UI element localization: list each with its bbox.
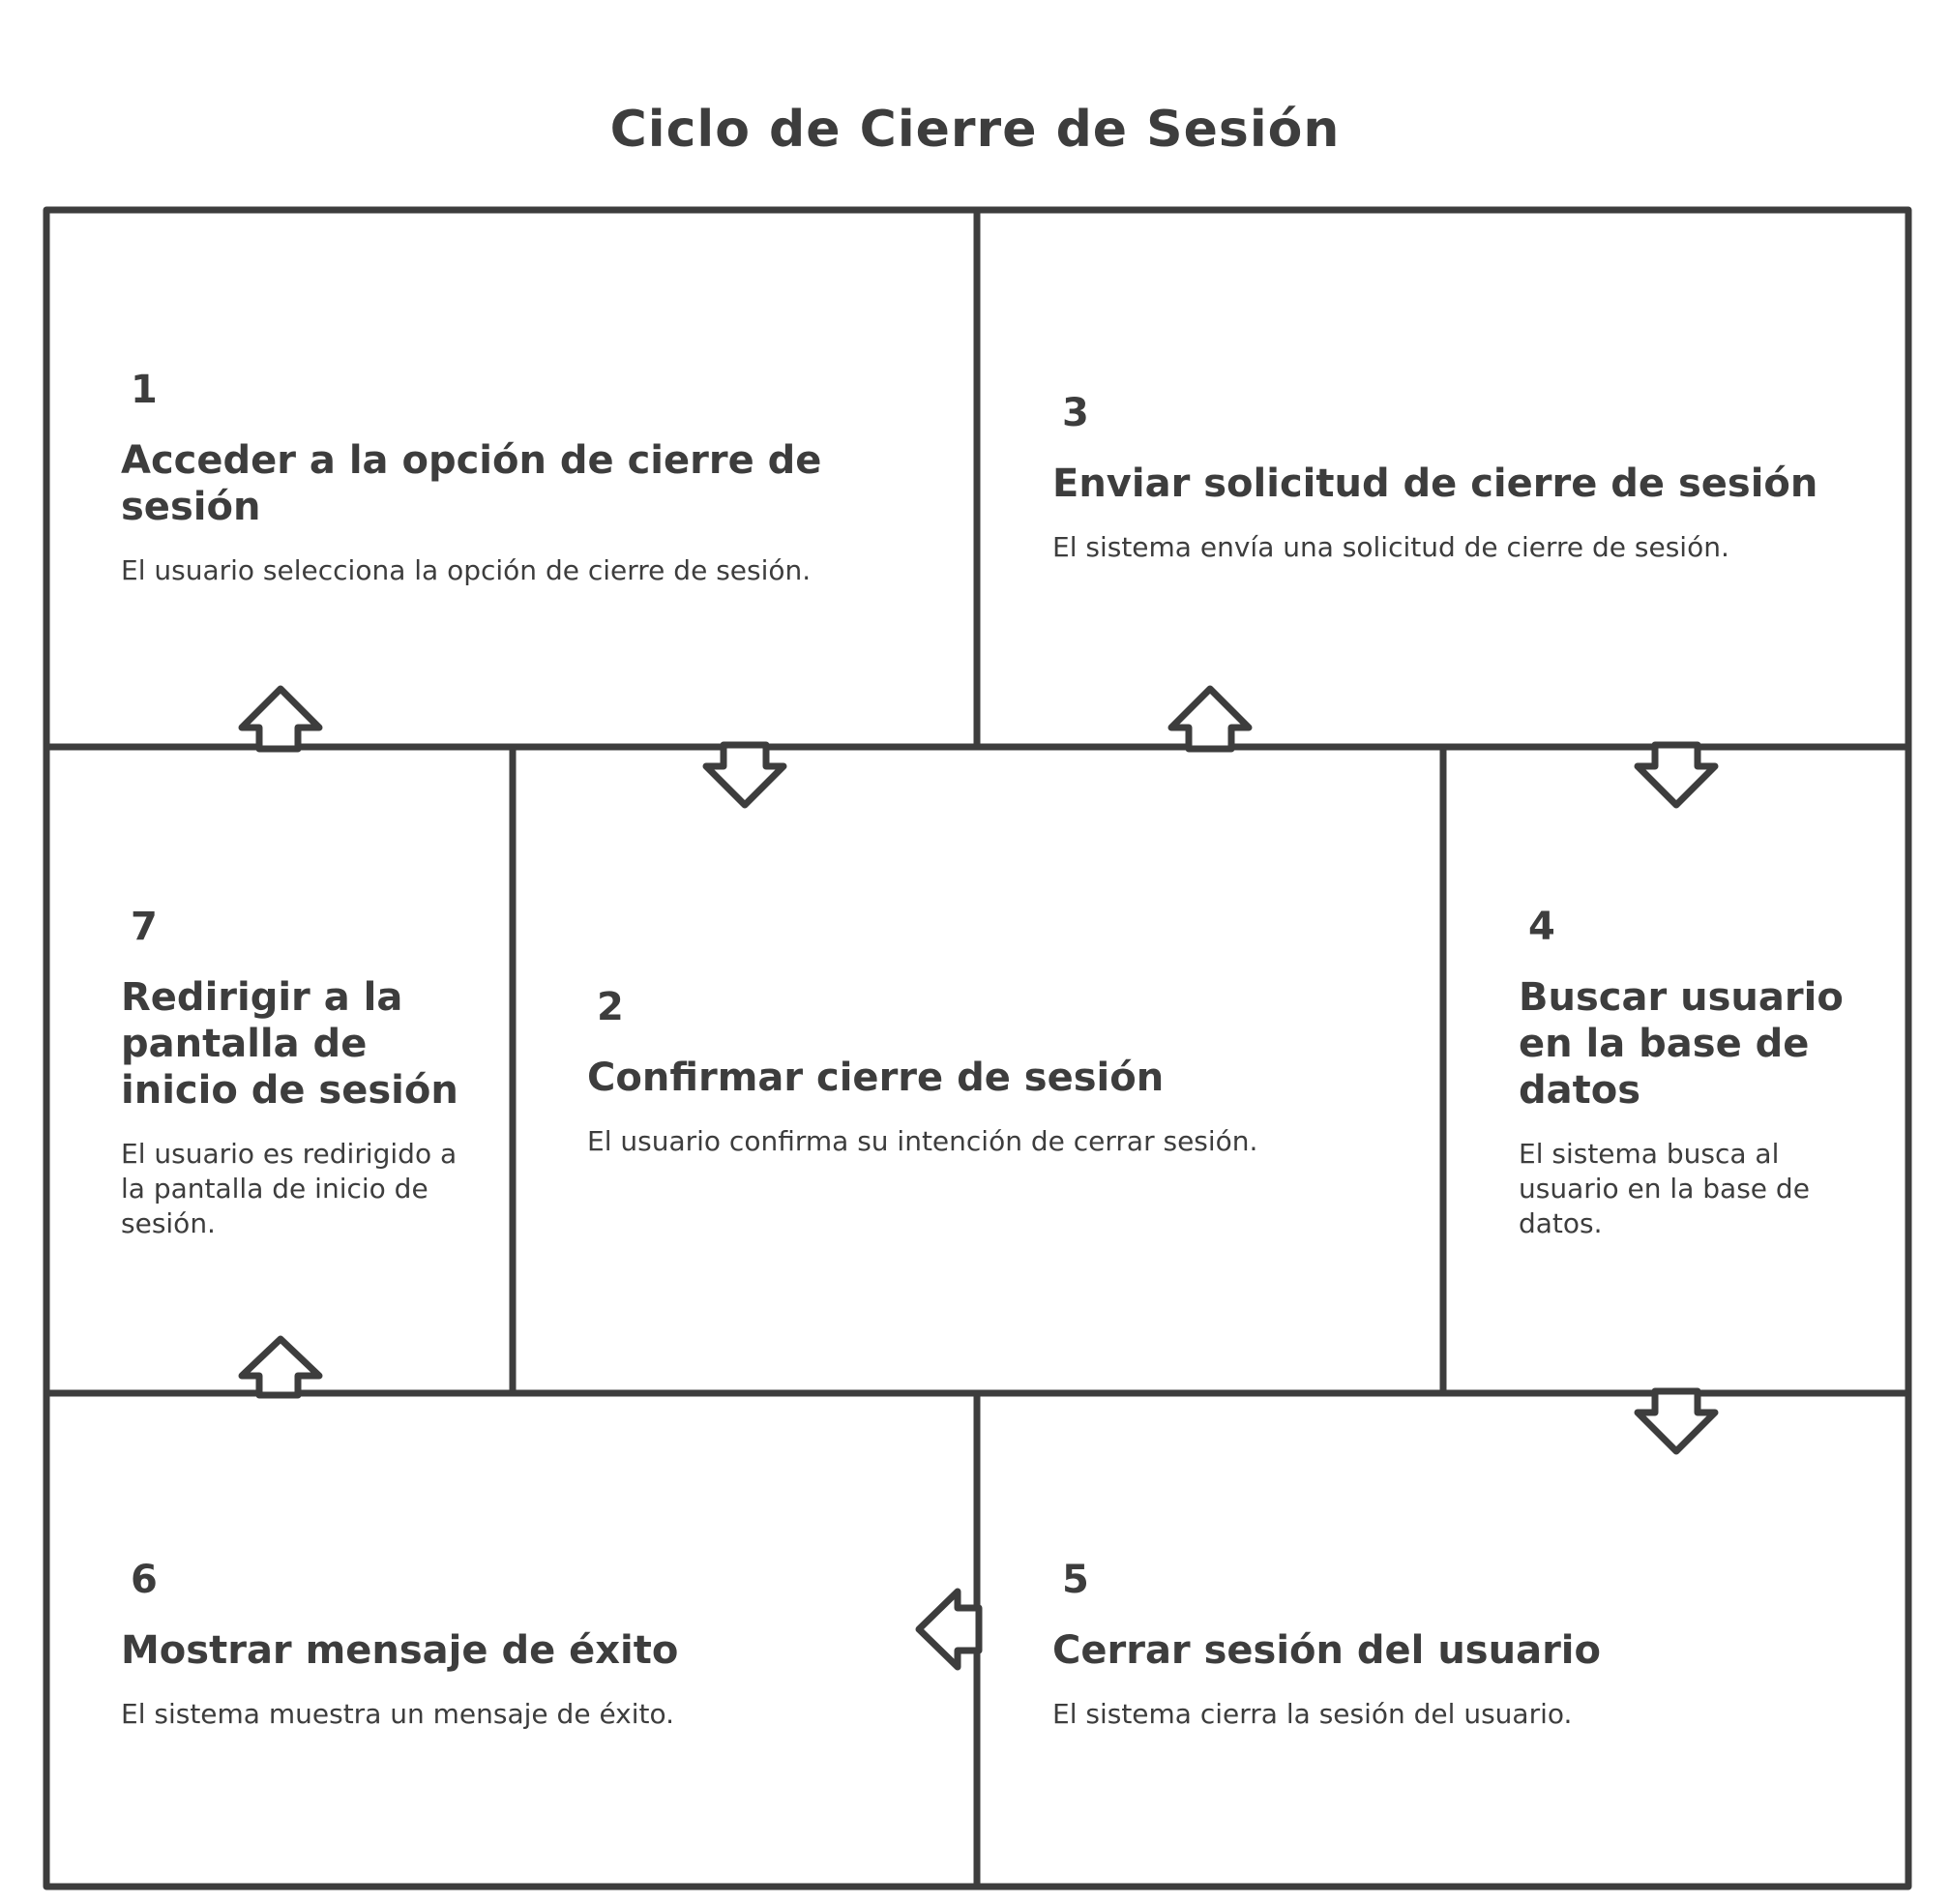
step-card-3 [1052,391,1865,565]
step-description: El sistema envía una solicitud de cierre de sesión. [1052,531,1729,563]
step-description: El usuario es redirigido a la pantalla de inicio de sesión. [121,1138,458,1239]
step-description: El usuario confirma su intención de cerrar sesión. [587,1125,1258,1157]
arrow-up-7-to-1 [242,689,319,749]
step-card-4 [1519,905,1867,1241]
step-description: El sistema busca al usuario en la base de datos. [1519,1138,1810,1239]
step-card-7 [121,905,469,1241]
step-number: 6 [131,1558,158,1602]
step-number: 2 [597,985,624,1029]
step-title: Acceder a la opción de cierre de sesión [121,438,822,529]
arrow-up-6-to-7 [242,1339,319,1395]
step-description: El sistema muestra un mensaje de éxito. [121,1698,675,1730]
step-title: Confirmar cierre de sesión [587,1056,1165,1100]
arrow-left-5-to-6 [919,1592,979,1667]
step-card-6 [121,1558,895,1732]
step-card-5 [1052,1558,1865,1732]
step-number: 1 [131,368,158,412]
arrow-up-2-to-3 [1171,689,1249,749]
step-title: Enviar solicitud de cierre de sesión [1052,461,1818,506]
step-card-1 [121,368,827,588]
step-number: 3 [1062,391,1089,435]
step-title: Redirigir a la pantalla de inicio de sesión [121,975,458,1113]
arrow-down-3-to-4 [1638,745,1715,805]
step-number: 7 [131,905,158,949]
step-number: 4 [1528,905,1555,949]
step-description: El usuario selecciona la opción de cierre de sesión. [121,554,812,586]
step-title: Cerrar sesión del usuario [1052,1628,1601,1673]
step-description: El sistema cierra la sesión del usuario. [1052,1698,1573,1730]
arrow-down-4-to-5 [1638,1391,1715,1451]
step-title: Mostrar mensaje de éxito [121,1628,679,1673]
arrow-down-1-to-2 [706,745,783,805]
diagram-title: Ciclo de Cierre de Sesión [609,101,1341,159]
step-number: 5 [1062,1558,1089,1602]
step-title: Buscar usuario en la base de datos [1519,975,1844,1113]
step-card-2 [587,985,1400,1159]
